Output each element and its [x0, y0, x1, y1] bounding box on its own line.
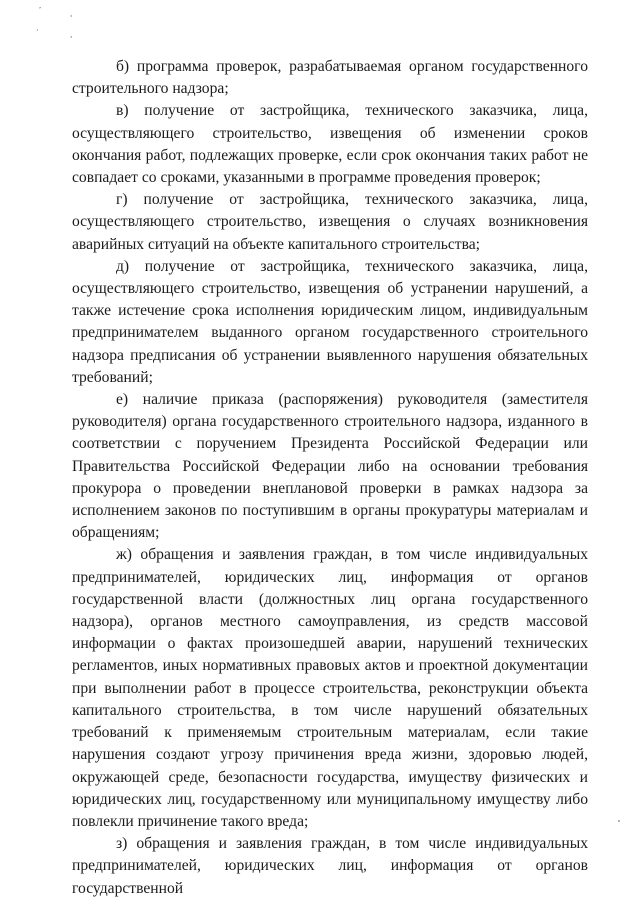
paragraph-zh: ж) обращения и заявления граждан, в том числе индивидуальных предпринимателей, юридических лиц, информация от органов государственной власти (должностных лиц органа государственного надзора), органов местного самоуправления, из средств массовой информации о фактах произошедшей аварии, нарушений технических регламентов, иных нормативных правовых актов и проектной документации при выполнении работ в процессе строительства, реконструкции объекта капитального строительства, в том числе нарушений обязательных требований к применяемым строительным материалам, если такие нарушения создают угрозу причинения вреда жизни, здоровью людей, окружающей среде, безопасности государства, имуществу физических и юридических лиц, государственному или муниципальному имуществу либо повлекли причинение такого вреда; [72, 546, 588, 830]
paragraph-z: з) обращения и заявления граждан, в том числе индивидуальных предпринимателей, юридических лиц, информация от органов государственной [72, 835, 588, 897]
document-body [72, 56, 588, 900]
paragraph-b: б) программа проверок, разрабатываемая органом государственного строительного надзора; [72, 58, 588, 98]
scan-edge-dot [618, 820, 620, 822]
scan-artifact-dot: · [36, 26, 39, 35]
paragraph-g: г) получение от застройщика, технического заказчика, лица, осуществляющего строительство, извещения о случаях возникновения аварийных ситуаций на объекте капитального строительства; [72, 191, 588, 253]
scan-artifact-tick: ˈ [70, 14, 73, 23]
paragraph-v: в) получение от застройщика, технического заказчика, лица, осуществляющего строительство, извещения об изменении сроков окончания работ, подлежащих проверке, если срок окончания таких работ не совпадает со сроками, указанными в программе проведения проверок; [72, 102, 588, 187]
scan-artifact-mark: ᾽ [38, 6, 42, 15]
scan-artifact-tick: ˌ [70, 30, 73, 39]
paragraph-e: е) наличие приказа (распоряжения) руководителя (заместителя руководителя) органа государственного строительного надзора, изданного в соответствии с поручением Президента Российской Федерации или Правительства Российской Федерации либо на основании требования прокурора о проведении внеплановой проверки в рамках надзора за исполнением законов по поступившим в органы прокуратуры материалам и обращениям; [72, 391, 588, 542]
paragraph-d: д) получение от застройщика, технического заказчика, лица, осуществляющего строительство, извещения об устранении нарушений, а также истечение срока исполнения юридическим лицом, индивидуальным предпринимателем выданного органом государственного строительного надзора предписания об устранении выявленного нарушения обязательных требований; [72, 257, 588, 386]
